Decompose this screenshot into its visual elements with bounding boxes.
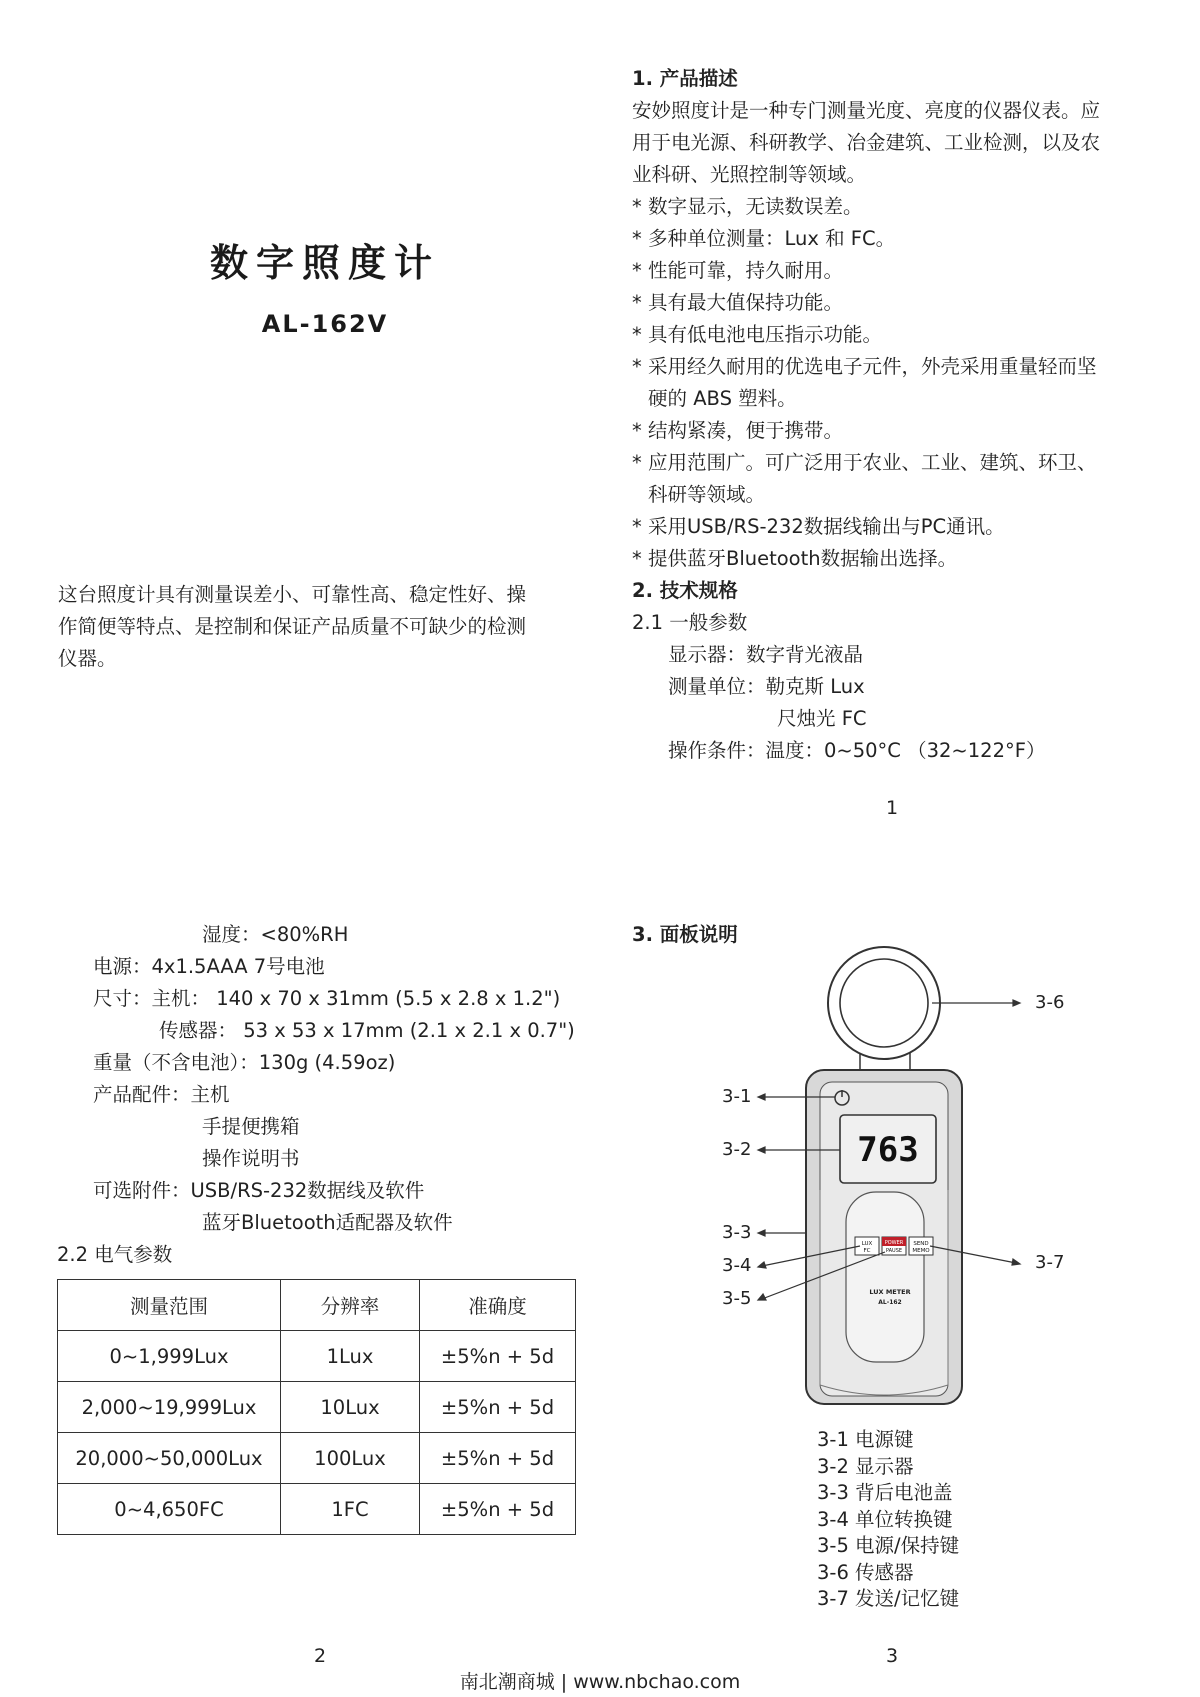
table-header: 准确度 [420, 1280, 576, 1331]
callout-label: 3-1 [722, 1086, 752, 1107]
feature-item: * 具有低电池电压指示功能。 [632, 323, 882, 346]
table-cell: 100Lux [281, 1433, 420, 1484]
button-label: PAUSE [885, 1248, 903, 1254]
power-pause-button [882, 1237, 906, 1255]
lux-meter-diagram [700, 930, 1080, 1410]
legend-item: 3-4 单位转换键 [817, 1507, 953, 1531]
model-number: AL-162V [261, 310, 389, 338]
device-model-label: AL-162 [878, 1299, 902, 1306]
document-title: 数字照度计 [209, 241, 440, 285]
table-cell: 20,000~50,000Lux [58, 1433, 281, 1484]
spec-display: 显示器：数字背光液晶 [668, 643, 864, 666]
button-label: MEMO [912, 1248, 930, 1254]
table-cell: ±5%n + 5d [420, 1433, 576, 1484]
callout-label: 3-6 [1035, 992, 1065, 1013]
button-label: LUX [861, 1241, 873, 1247]
callout-label: 3-2 [722, 1139, 752, 1160]
subsection-heading: 2.2 电气参数 [57, 1243, 173, 1266]
spec-unit: 测量单位：勒克斯 Lux [668, 675, 865, 698]
table-cell: 10Lux [281, 1382, 420, 1433]
intro-paragraph [58, 579, 598, 675]
legend-item: 3-5 电源/保持键 [817, 1534, 960, 1557]
table-row [58, 1382, 576, 1433]
spec-weight: 重量（不含电池）：130g (4.59oz) [93, 1051, 396, 1074]
table-cell: 0~4,650FC [58, 1484, 281, 1535]
feature-item: * 应用范围广。可广泛用于农业、工业、建筑、环卫、 [632, 451, 1097, 474]
feature-item: * 多种单位测量：Lux 和 FC。 [632, 227, 896, 250]
spec-accessory-item: 手提便携箱 [202, 1115, 300, 1138]
spec-continued-column [93, 919, 633, 1239]
callout-label: 3-3 [722, 1222, 752, 1243]
sensor-head [828, 947, 940, 1072]
table-row [58, 1331, 576, 1382]
device-label: LUX METER [869, 1288, 911, 1296]
legend-item: 3-2 显示器 [817, 1454, 914, 1478]
button-label: FC [863, 1248, 871, 1254]
feature-item: * 提供蓝牙Bluetooth数据输出选择。 [632, 547, 958, 570]
table-cell: 1Lux [281, 1331, 420, 1382]
table-cell: 0~1,999Lux [58, 1331, 281, 1382]
button-label: SEND [913, 1241, 929, 1247]
intro-line: 作简便等特点、是控制和保证产品质量不可缺少的检测 [58, 615, 527, 638]
feature-item: * 采用USB/RS-232数据线输出与PC通讯。 [632, 515, 1005, 538]
spec-size-main: 尺寸：主机： 140 x 70 x 31mm (5.5 x 2.8 x 1.2") [93, 987, 561, 1010]
table-cell: 2,000~19,999Lux [58, 1382, 281, 1433]
table-cell: ±5%n + 5d [420, 1331, 576, 1382]
legend-item: 3-7 发送/记忆键 [817, 1587, 960, 1610]
table-row [58, 1484, 576, 1535]
callout-label: 3-4 [722, 1255, 752, 1276]
lcd-display [840, 1115, 936, 1183]
electrical-spec-table [57, 1279, 576, 1535]
page-number: 1 [886, 797, 899, 819]
legend-item: 3-6 传感器 [817, 1560, 914, 1584]
legend-item: 3-3 背后电池盖 [817, 1481, 953, 1504]
product-description-column [632, 63, 1172, 767]
table-cell: ±5%n + 5d [420, 1484, 576, 1535]
feature-item: * 结构紧凑，便于携带。 [632, 419, 843, 442]
lcd-reading: 763 [857, 1130, 919, 1170]
spec-optional: 可选附件：USB/RS-232数据线及软件 [93, 1179, 425, 1202]
table-row [58, 1433, 576, 1484]
table-header: 测量范围 [58, 1280, 281, 1331]
button-label: POWER [884, 1240, 904, 1246]
callout-label: 3-7 [1035, 1252, 1065, 1273]
footer-site-link[interactable]: 南北潮商城 | www.nbchao.com [459, 1671, 741, 1693]
spec-accessories: 产品配件：主机 [93, 1083, 230, 1106]
spec-accessory-item: 操作说明书 [202, 1147, 300, 1170]
callout-label: 3-5 [722, 1288, 752, 1309]
table-cell: 1FC [281, 1484, 420, 1535]
feature-item-continuation: 硬的 ABS 塑料。 [648, 387, 797, 410]
section-heading: 1. 产品描述 [632, 67, 738, 90]
send-memo-button [909, 1237, 933, 1255]
description-line: 安妙照度计是一种专门测量光度、亮度的仪器仪表。应 [632, 99, 1101, 122]
spec-unit-fc: 尺烛光 FC [777, 707, 867, 730]
spec-size-sensor: 传感器： 53 x 53 x 17mm (2.1 x 2.1 x 0.7") [159, 1019, 575, 1042]
section-heading: 2. 技术规格 [632, 579, 738, 602]
description-line: 业科研、光照控制等领域。 [632, 163, 867, 186]
feature-item: * 具有最大值保持功能。 [632, 291, 843, 314]
page-number: 3 [886, 1645, 899, 1667]
description-line: 用于电光源、科研教学、冶金建筑、工业检测，以及农 [632, 131, 1101, 154]
section-heading: 3. 面板说明 [632, 923, 738, 946]
table-cell: ±5%n + 5d [420, 1382, 576, 1433]
spec-humidity: 湿度：<80%RH [202, 923, 349, 946]
callout-legend [817, 1427, 959, 1613]
spec-optional-item: 蓝牙Bluetooth适配器及软件 [202, 1211, 453, 1234]
intro-line: 仪器。 [58, 647, 117, 670]
feature-item: * 采用经久耐用的优选电子元件，外壳采用重量轻而坚 [632, 355, 1097, 378]
feature-item-continuation: 科研等领域。 [648, 483, 766, 506]
intro-line: 这台照度计具有测量误差小、可靠性高、稳定性好、操 [58, 583, 527, 606]
feature-item: * 数字显示，无读数误差。 [632, 195, 863, 218]
spec-condition: 操作条件：温度：0~50°C （32~122°F） [668, 739, 1046, 762]
spec-power: 电源：4x1.5AAA 7号电池 [93, 955, 325, 978]
subsection-heading: 2.1 一般参数 [632, 611, 748, 634]
page-number: 2 [314, 1645, 327, 1667]
legend-item: 3-1 电源键 [817, 1428, 914, 1451]
table-header-row [58, 1280, 576, 1331]
table-header: 分辨率 [281, 1280, 420, 1331]
feature-item: * 性能可靠，持久耐用。 [632, 259, 843, 282]
